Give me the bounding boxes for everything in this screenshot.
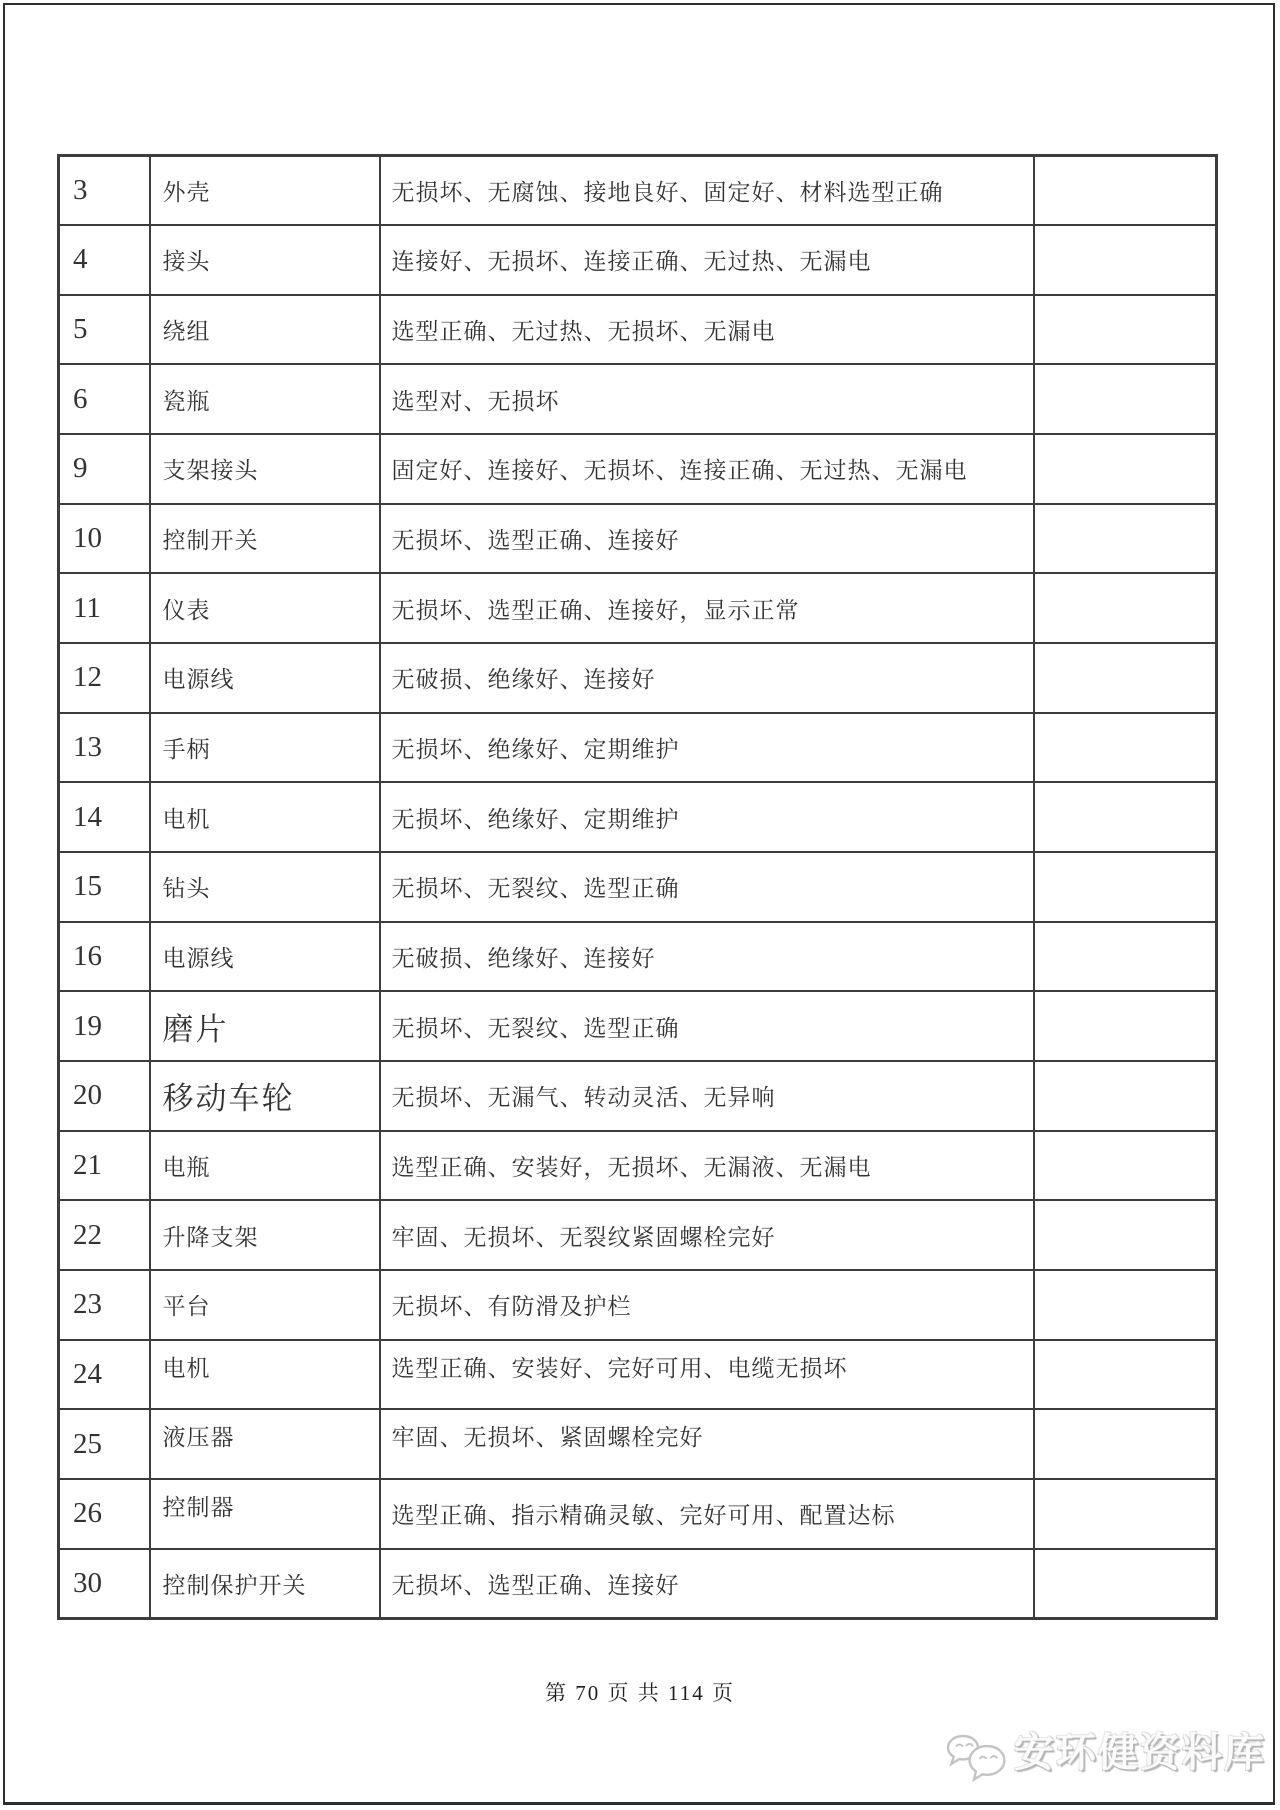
criteria-cell: 选型对、无损坏 — [380, 364, 1034, 434]
item-name-cell: 控制保护开关 — [150, 1549, 380, 1619]
remark-cell — [1034, 1061, 1217, 1131]
watermark-text: 安环健资料库 — [1014, 1730, 1266, 1775]
row-number-cell: 30 — [59, 1549, 150, 1619]
table-body — [59, 156, 1217, 1619]
item-name-cell: 液压器 — [150, 1409, 380, 1479]
row-number-cell: 15 — [59, 852, 150, 922]
table-row — [59, 156, 1217, 226]
remark-cell — [1034, 156, 1217, 226]
criteria-cell: 无损坏、选型正确、连接好 — [380, 504, 1034, 574]
page-number: 第 70 页 共 114 页 — [545, 1681, 735, 1705]
remark-cell — [1034, 573, 1217, 643]
row-number-cell: 19 — [59, 991, 150, 1061]
remark-cell — [1034, 225, 1217, 295]
criteria-cell: 无破损、绝缘好、连接好 — [380, 922, 1034, 992]
remark-cell — [1034, 434, 1217, 504]
remark-cell — [1034, 852, 1217, 922]
row-number-cell: 10 — [59, 504, 150, 574]
row-number-cell: 16 — [59, 922, 150, 992]
table-row — [59, 434, 1217, 504]
criteria-cell: 选型正确、无过热、无损坏、无漏电 — [380, 295, 1034, 365]
item-name-cell: 绕组 — [150, 295, 380, 365]
row-number-cell: 24 — [59, 1340, 150, 1410]
table-row — [59, 225, 1217, 295]
row-number-cell: 20 — [59, 1061, 150, 1131]
item-name-cell: 电机 — [150, 1340, 380, 1410]
remark-cell — [1034, 1270, 1217, 1340]
remark-cell — [1034, 1549, 1217, 1619]
item-name-cell: 电瓶 — [150, 1131, 380, 1201]
criteria-cell: 连接好、无损坏、连接正确、无过热、无漏电 — [380, 225, 1034, 295]
remark-cell — [1034, 1479, 1217, 1549]
table-row — [59, 1340, 1217, 1410]
item-name-cell: 平台 — [150, 1270, 380, 1340]
item-name-cell: 移动车轮 — [150, 1061, 380, 1131]
row-number-cell: 25 — [59, 1409, 150, 1479]
table-row — [59, 643, 1217, 713]
table-row — [59, 991, 1217, 1061]
chat-bubbles-icon — [945, 1733, 1009, 1791]
criteria-cell: 选型正确、安装好、完好可用、电缆无损坏 — [380, 1340, 1034, 1410]
row-number-cell: 5 — [59, 295, 150, 365]
remark-cell — [1034, 364, 1217, 434]
criteria-cell: 无损坏、有防滑及护栏 — [380, 1270, 1034, 1340]
remark-cell — [1034, 782, 1217, 852]
item-name-cell: 电源线 — [150, 922, 380, 992]
table-row — [59, 1549, 1217, 1619]
remark-cell — [1034, 1409, 1217, 1479]
remark-cell — [1034, 713, 1217, 783]
table-row — [59, 364, 1217, 434]
remark-cell — [1034, 991, 1217, 1061]
criteria-cell: 无损坏、无裂纹、选型正确 — [380, 991, 1034, 1061]
remark-cell — [1034, 504, 1217, 574]
criteria-cell: 无损坏、无腐蚀、接地良好、固定好、材料选型正确 — [380, 156, 1034, 226]
item-name-cell: 接头 — [150, 225, 380, 295]
row-number-cell: 12 — [59, 643, 150, 713]
criteria-cell: 选型正确、安装好，无损坏、无漏液、无漏电 — [380, 1131, 1034, 1201]
item-name-cell: 电源线 — [150, 643, 380, 713]
criteria-cell: 无损坏、绝缘好、定期维护 — [380, 713, 1034, 783]
item-name-cell: 仪表 — [150, 573, 380, 643]
row-number-cell: 3 — [59, 156, 150, 226]
item-name-cell: 瓷瓶 — [150, 364, 380, 434]
criteria-cell: 无损坏、选型正确、连接好 — [380, 1549, 1034, 1619]
row-number-cell: 13 — [59, 713, 150, 783]
table-row — [59, 1131, 1217, 1201]
criteria-cell: 选型正确、指示精确灵敏、完好可用、配置达标 — [380, 1479, 1034, 1549]
row-number-cell: 11 — [59, 573, 150, 643]
row-number-cell: 22 — [59, 1200, 150, 1270]
table-row — [59, 295, 1217, 365]
remark-cell — [1034, 1340, 1217, 1410]
table-row — [59, 713, 1217, 783]
remark-cell — [1034, 643, 1217, 713]
row-number-cell: 9 — [59, 434, 150, 504]
table-row — [59, 573, 1217, 643]
table-row — [59, 1409, 1217, 1479]
remark-cell — [1034, 295, 1217, 365]
table-row — [59, 1061, 1217, 1131]
criteria-cell: 无损坏、选型正确、连接好，显示正常 — [380, 573, 1034, 643]
table-row — [59, 504, 1217, 574]
item-name-cell: 电机 — [150, 782, 380, 852]
criteria-cell: 牢固、无损坏、无裂纹紧固螺栓完好 — [380, 1200, 1034, 1270]
watermark — [945, 1731, 1266, 1791]
item-name-cell: 钻头 — [150, 852, 380, 922]
criteria-cell: 无损坏、无裂纹、选型正确 — [380, 852, 1034, 922]
item-name-cell: 手柄 — [150, 713, 380, 783]
item-name-cell: 外壳 — [150, 156, 380, 226]
table-row — [59, 1200, 1217, 1270]
criteria-cell: 无损坏、无漏气、转动灵活、无异响 — [380, 1061, 1034, 1131]
criteria-cell: 无破损、绝缘好、连接好 — [380, 643, 1034, 713]
table-row — [59, 852, 1217, 922]
item-name-cell: 磨片 — [150, 991, 380, 1061]
remark-cell — [1034, 1200, 1217, 1270]
row-number-cell: 23 — [59, 1270, 150, 1340]
criteria-cell: 固定好、连接好、无损坏、连接正确、无过热、无漏电 — [380, 434, 1034, 504]
row-number-cell: 26 — [59, 1479, 150, 1549]
row-number-cell: 14 — [59, 782, 150, 852]
item-name-cell: 控制开关 — [150, 504, 380, 574]
criteria-cell: 牢固、无损坏、紧固螺栓完好 — [380, 1409, 1034, 1479]
item-name-cell: 升降支架 — [150, 1200, 380, 1270]
row-number-cell: 21 — [59, 1131, 150, 1201]
table-row — [59, 1270, 1217, 1340]
inspection-table — [57, 154, 1218, 1620]
table-row — [59, 782, 1217, 852]
table-row — [59, 1479, 1217, 1549]
row-number-cell: 6 — [59, 364, 150, 434]
item-name-cell: 控制器 — [150, 1479, 380, 1549]
remark-cell — [1034, 922, 1217, 992]
remark-cell — [1034, 1131, 1217, 1201]
item-name-cell: 支架接头 — [150, 434, 380, 504]
table-row — [59, 922, 1217, 992]
criteria-cell: 无损坏、绝缘好、定期维护 — [380, 782, 1034, 852]
row-number-cell: 4 — [59, 225, 150, 295]
